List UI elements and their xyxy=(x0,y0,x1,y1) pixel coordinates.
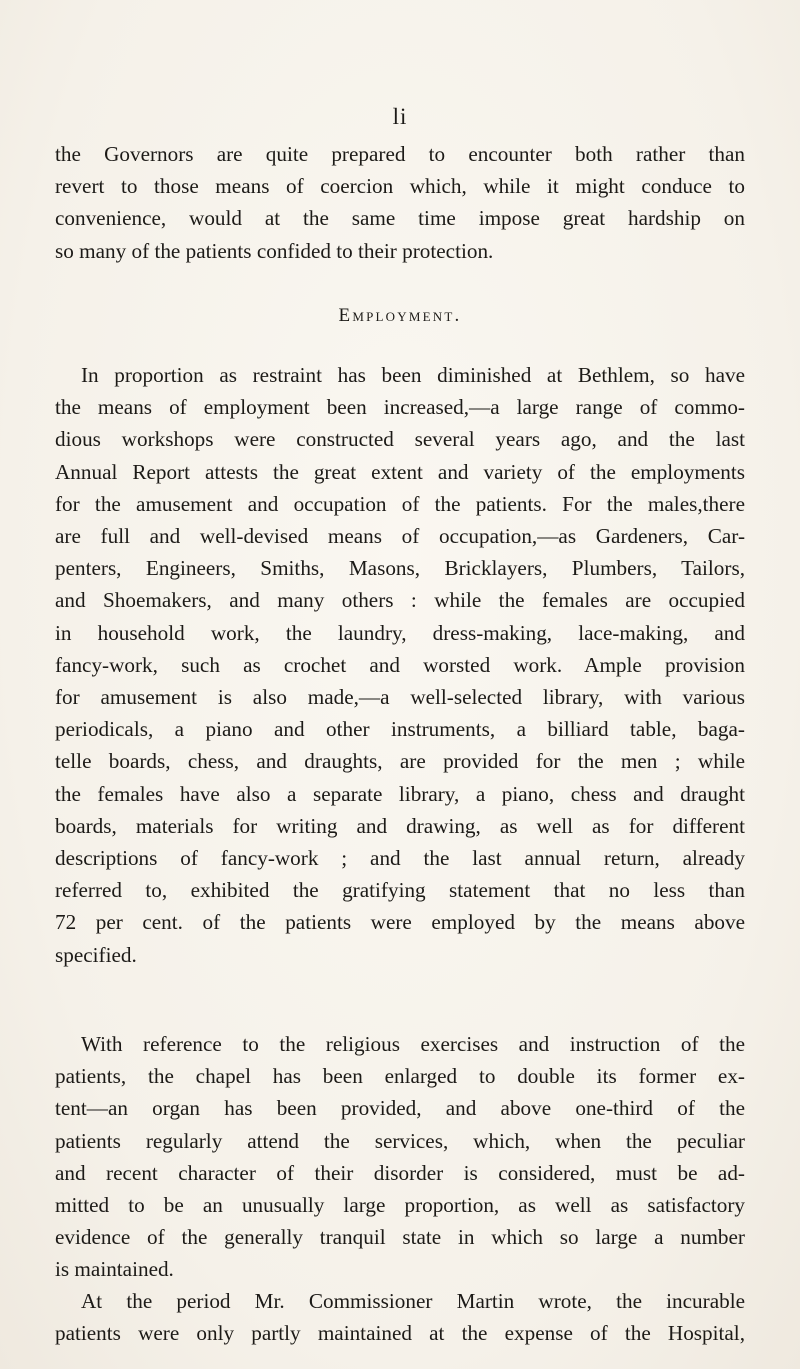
text-line: specified. xyxy=(55,942,137,967)
text-line: the Governors are quite prepared to encounter both rather than xyxy=(55,142,745,166)
text-line: evidence of the generally tranquil state in which so large a number xyxy=(55,1225,745,1250)
text-line: dious workshops were constructed several years ago, and the last xyxy=(55,427,745,452)
text-line: and Shoemakers, and many others : while the females are occupied xyxy=(55,588,745,613)
text-line: With reference to the religious exercises and instruction of the xyxy=(81,1032,745,1056)
text-line: fancy-work, such as crochet and worsted work. Ample provision xyxy=(55,652,745,677)
text-line: and recent character of their disorder is considered, must be ad- xyxy=(55,1160,745,1185)
text-line: patients regularly attend the services, which, when the peculiar xyxy=(55,1128,745,1153)
text-line: tent—an organ has been provided, and above one-third of the xyxy=(55,1096,745,1121)
text-line: for the amusement and occupation of the patients. For the males,there xyxy=(55,491,745,516)
text-line: penters, Engineers, Smiths, Masons, Bricklayers, Plumbers, Tailors, xyxy=(55,556,745,581)
text-line: 72 per cent. of the patients were employed by the means above xyxy=(55,910,745,935)
text-line: Annual Report attests the great extent and variety of the employments xyxy=(55,459,745,484)
paragraph-governors xyxy=(55,138,745,267)
text-line: patients, the chapel has been enlarged to double its former ex- xyxy=(55,1064,745,1089)
text-line: for amusement is also made,—a well-selected library, with various xyxy=(55,685,745,710)
text-line: convenience, would at the same time impose great hardship on xyxy=(55,206,745,231)
text-line: referred to, exhibited the gratifying statement that no less than xyxy=(55,878,745,903)
text-line: boards, materials for writing and drawing, as well as for different xyxy=(55,813,745,838)
text-line: At the period Mr. Commissioner Martin wrote, the incurable xyxy=(81,1289,745,1313)
page-number: li xyxy=(392,104,408,129)
text-line: in household work, the laundry, dress-making, lace-making, and xyxy=(55,620,745,645)
text-line: are full and well-devised means of occupation,—as Gardeners, Car- xyxy=(55,524,745,549)
text-line: mitted to be an unusually large proportion, as well as satisfactory xyxy=(55,1193,745,1218)
text-line: so many of the patients confided to their protection. xyxy=(55,238,494,263)
text-line: descriptions of fancy-work ; and the last annual return, already xyxy=(55,846,745,871)
text-line: the females have also a separate library, a piano, chess and draught xyxy=(55,781,745,806)
text-line: patients were only partly maintained at the expense of the Hospital, xyxy=(55,1321,745,1346)
text-line: revert to those means of coercion which, while it might conduce to xyxy=(55,174,745,199)
paragraph-religious xyxy=(55,1028,745,1286)
text-line: the means of employment been increased,—a large range of commo- xyxy=(55,395,745,420)
section-heading: Employment. xyxy=(338,305,462,326)
paragraph-employment xyxy=(55,359,745,971)
text-line: is maintained. xyxy=(55,1257,174,1282)
text-line: periodicals, a piano and other instruments, a billiard table, baga- xyxy=(55,717,745,742)
text-line: telle boards, chess, and draughts, are provided for the men ; while xyxy=(55,749,745,774)
paragraph-incurable xyxy=(55,1285,745,1349)
text-line: In proportion as restraint has been diminished at Bethlem, so have xyxy=(81,363,745,387)
